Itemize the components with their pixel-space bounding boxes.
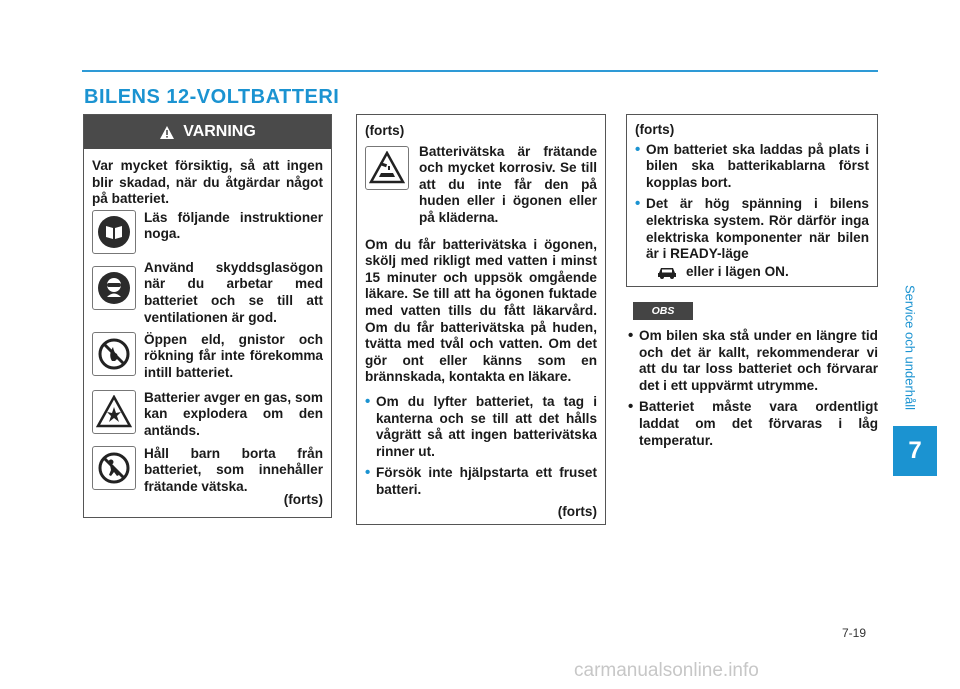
bullet-dot: • xyxy=(628,398,634,416)
middle-box xyxy=(356,114,606,525)
safety-goggles-icon xyxy=(92,266,136,310)
page-title: BILENS 12-VOLTBATTERI xyxy=(84,86,340,108)
manual-book-icon xyxy=(92,210,136,254)
list-item-text: Om du lyfter batteriet, ta tag i kanterna och se till att det hålls vågrätt så att ingen batterivätska rinner ut. xyxy=(376,393,597,459)
list-item-text: Om batteriet ska laddas på plats i bilen ska batterikablarna först kopplas bort. xyxy=(646,141,869,190)
warning-header xyxy=(84,115,331,149)
list-item xyxy=(628,328,878,394)
corrosive-text: Batterivätska är frätande och mycket korrosiv. Se till att du inte får den på huden eller i ögonen eller på kläderna. xyxy=(419,143,597,225)
warning-item-text: Öppen eld, gnistor och rökning får inte förekomma intill batteriet. xyxy=(144,331,323,380)
list-item-text: Batteriet måste vara ordentligt laddat om det förvaras i låg temperatur. xyxy=(639,399,878,448)
forts-label: (forts) xyxy=(635,122,675,137)
list-item xyxy=(365,465,597,498)
keep-children-away-icon xyxy=(92,446,136,490)
watermark: carmanualsonline.info xyxy=(574,660,759,681)
warning-box xyxy=(83,114,332,518)
right-box xyxy=(626,114,878,287)
eye-skin-paragraph: Om du får batterivätska i ögonen, skölj med rikligt med vatten i minst 15 minuter och uppsök omgående läkare. Se till att ha ögonen fuktade med vatten tills du fått läkarvård. Om du får batterivätska på huden, tvätta med tvål och vatten. Om det gör ont eller känns som en brännskada, kontakta en läkare. xyxy=(365,236,597,385)
explosion-warning-icon xyxy=(92,390,136,434)
list-item xyxy=(635,196,869,280)
bullet-dot: • xyxy=(635,195,641,213)
warning-item-text: Batterier avger en gas, som kan explodera om den antänds. xyxy=(144,389,323,438)
forts-label: (forts) xyxy=(365,123,405,138)
warning-item xyxy=(92,260,323,326)
warning-item-text: Läs följande instruktioner noga. xyxy=(144,209,323,242)
forts-label: (forts) xyxy=(283,491,323,507)
bullet-dot: • xyxy=(628,327,634,344)
list-item xyxy=(635,142,869,192)
list-item xyxy=(365,394,597,460)
list-item-text: Om bilen ska stå under en längre tid och det är kallt, rekommenderar vi att du tar loss batteriet och förvarar det i ett uppvärmt utrymme. xyxy=(639,328,878,393)
warning-intro: Var mycket försiktig, så att ingen blir skadad, när du åtgärdar något på batteriet. xyxy=(92,158,323,207)
list-item xyxy=(628,399,878,449)
ready-car-icon xyxy=(656,264,678,280)
list-item-text: Det är hög spänning i bilens elektriska system. Rör därför inga elektriska komponenter när bilen är i READY-läge xyxy=(646,196,869,262)
warning-item xyxy=(92,446,323,494)
no-open-flame-icon xyxy=(92,332,136,376)
corrosive-row xyxy=(365,144,597,227)
bullet-dot: • xyxy=(365,392,371,410)
list-item-text: Försök inte hjälpstarta ett fruset batteri. xyxy=(376,465,597,497)
bullet-dot: • xyxy=(635,140,641,158)
bullet-dot: • xyxy=(365,464,371,482)
warning-header-label: VARNING xyxy=(183,123,256,140)
obs-list xyxy=(628,328,878,449)
warning-item-text: Håll barn borta från batteriet, som innehåller frätande vätska. xyxy=(144,445,323,494)
forts-label: (forts) xyxy=(557,504,597,520)
warning-item xyxy=(92,210,323,260)
warning-triangle-icon xyxy=(159,125,175,140)
list-item-text-tail: eller i lägen ON. xyxy=(686,263,789,279)
section-side-label: Service och underhåll xyxy=(902,285,918,411)
corrosive-warning-icon xyxy=(365,146,409,190)
obs-badge: OBS xyxy=(633,302,693,320)
page-number: 7-19 xyxy=(842,626,867,640)
warning-item xyxy=(92,390,323,440)
warning-item-text: Använd skyddsglasögon när du arbetar med batteriet och se till att ventilationen är god. xyxy=(144,259,323,325)
chapter-tab: 7 xyxy=(893,426,937,476)
warning-item xyxy=(92,332,323,384)
top-rule xyxy=(82,70,878,72)
